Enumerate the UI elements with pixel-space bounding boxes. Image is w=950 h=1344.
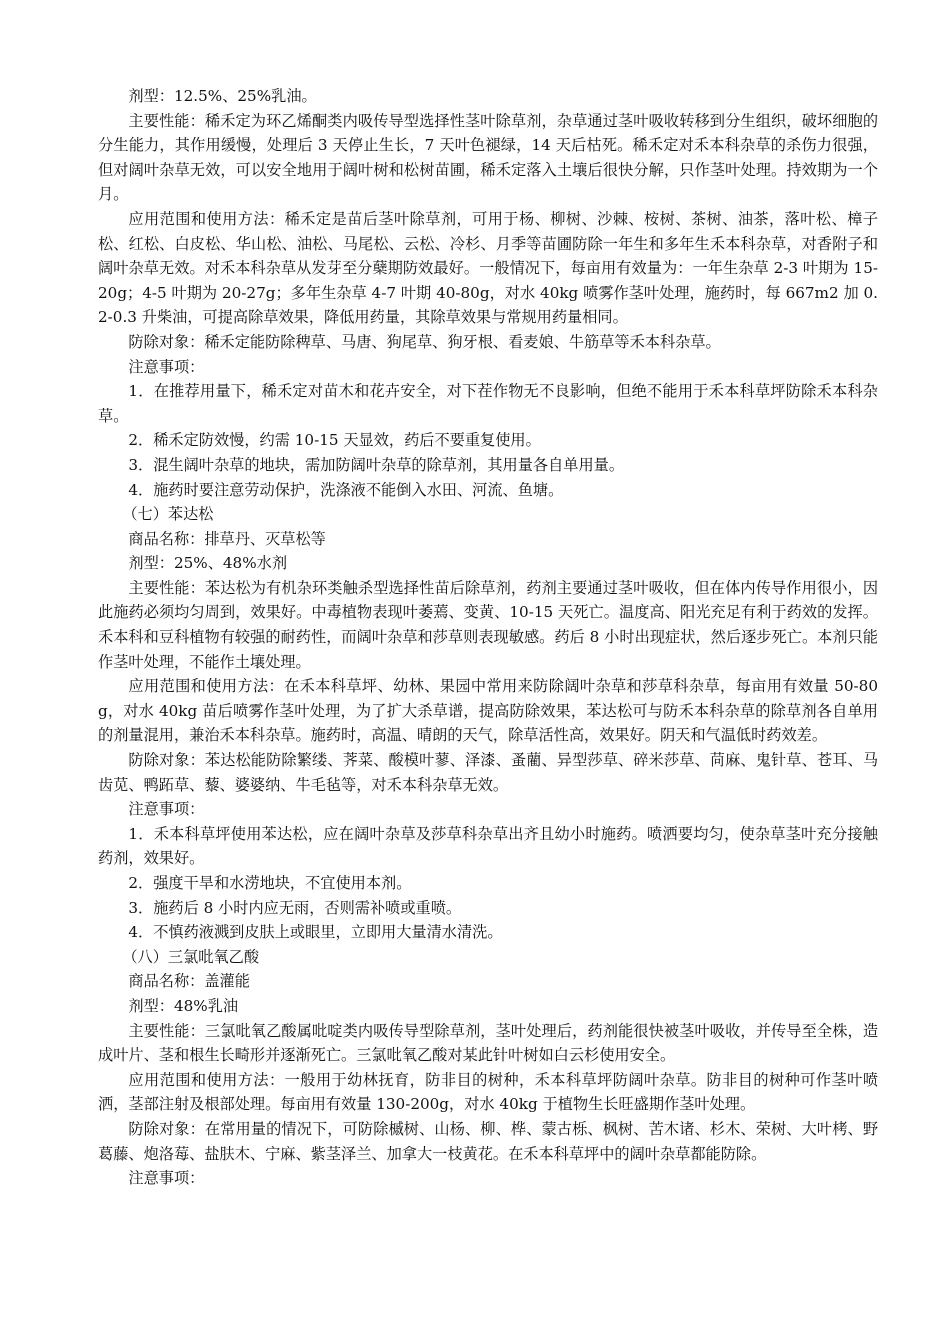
paragraph: 剂型：25%、48%水剂	[128, 554, 288, 573]
paragraph: 主要性能：苯达松为有机杂环类触杀型选择性苗后除草剂，药剂主要通过茎叶吸收，但在体内传导作用很小，因此施药必须均匀周到，效果好。中毒植物表现叶萎蔫、变黄、10-15 天死亡。温度高、阳光充足有利于药效的发挥。禾本科和豆科植物有较强的耐药性，而阔叶杂草和莎草则表现敏感。药后 8 小时出现症状，然后逐步死亡。本剂只能作茎叶处理，不能作土壤处理。	[98, 578, 878, 671]
document-body	[98, 84, 878, 1191]
paragraph: 商品名称：盖灌能	[128, 972, 250, 991]
paragraph: 1．禾本科草坪使用苯达松，应在阔叶杂草及莎草科杂草出齐且幼小时施药。喷洒要均匀，使杂草茎叶充分接触药剂，效果好。	[98, 824, 878, 868]
paragraph: 应用范围和使用方法：一般用于幼林抚育，防非目的树种，禾本科草坪防阔叶杂草。防非目的树种可作茎叶喷洒，茎部注射及根部处理。每亩用有效量 130-200g，对水 40kg 于植物生长旺盛期作茎叶处理。	[98, 1070, 878, 1114]
paragraph: 主要性能：三氯吡氧乙酸属吡啶类内吸传导型除草剂，茎叶处理后，药剂能很快被茎叶吸收，并传导至全株，造成叶片、茎和根生长畸形并逐渐死亡。三氯吡氧乙酸对某此针叶树如白云杉使用安全。	[98, 1021, 878, 1065]
paragraph: 2．稀禾定防效慢，约需 10-15 天显效，药后不要重复使用。	[128, 431, 541, 450]
paragraph: 防除对象：苯达松能防除繁缕、荠菜、酸模叶蓼、泽漆、蚤藺、异型莎草、碎米莎草、苘麻、鬼针草、苍耳、马齿苋、鸭跖草、藜、婆婆纳、牛毛毡等，对禾本科杂草无效。	[98, 751, 878, 794]
paragraph: 3．混生阔叶杂草的地块，需加防阔叶杂草的除草剂，其用量各自单用量。	[128, 455, 625, 474]
paragraph: 主要性能：稀禾定为环乙烯酮类内吸传导型选择性茎叶除草剂，杂草通过茎叶吸收转移到分生组织，破坏细胞的分生能力，其作用缓慢，处理后 3 天停止生长，7 天叶色褪绿，14 天后枯死。稀禾定对禾本科杂草的杀伤力很强，但对阔叶杂草无效，可以安全地用于阔叶树和松树苗圃，稀禾定落入土壤后很快分解，只作茎叶处理。持效期为一个月。	[98, 111, 878, 204]
paragraph: 注意事项：	[128, 800, 205, 819]
section-heading: （七）苯达松	[122, 505, 214, 524]
paragraph: 4．施药时要注意劳动保护，洗涤液不能倒入水田、河流、鱼塘。	[128, 480, 564, 499]
paragraph: 剂型：12.5%、25%乳油。	[128, 87, 317, 105]
paragraph: 防除对象：稀禾定能防除稗草、马唐、狗尾草、狗牙根、看麦娘、牛筋草等禾本科杂草。	[128, 332, 721, 351]
paragraph: 1．在推荐用量下，稀禾定对苗木和花卉安全，对下茬作物无不良影响，但绝不能用于禾本科草坪防除禾本科杂草。	[98, 382, 878, 425]
paragraph: 剂型：48%乳油	[128, 996, 239, 1015]
paragraph: 2．强度干旱和水涝地块，不宜使用本剂。	[128, 874, 412, 892]
paragraph: 应用范围和使用方法：在禾本科草坪、幼林、果园中常用来防除阔叶杂草和莎草科杂草，每亩用有效量 50-80g，对水 40kg 苗后喷雾作茎叶处理，为了扩大杀草谱，提高防除效果，苯达松可与防禾本科杂草的除草剂各自单用的剂量混用，兼治禾本科杂草。施药时，高温、晴朗的天气，除草活性高，效果好。阴天和气温低时药效差。	[98, 677, 878, 745]
paragraph: 注意事项：	[128, 357, 205, 376]
paragraph: 3．施药后 8 小时内应无雨，否则需补喷或重喷。	[128, 898, 462, 917]
paragraph: 防除对象：在常用量的情况下，可防除槭树、山杨、柳、桦、蒙古栎、枫树、苦木诸、杉木、荣树、大叶栲、野葛藤、炮洛莓、盐肤木、宁麻、紫茎泽兰、加拿大一枝黄花。在禾本科草坪中的阔叶杂草都能防除。	[98, 1119, 878, 1163]
paragraph: 商品名称：排草丹、灭草松等	[128, 529, 326, 548]
paragraph: 4．不慎药液溅到皮肤上或眼里，立即用大量清水清洗。	[128, 923, 503, 942]
paragraph: 注意事项：	[128, 1169, 205, 1188]
section-heading: （八）三氯吡氧乙酸	[122, 947, 259, 966]
paragraph: 应用范围和使用方法：稀禾定是苗后茎叶除草剂，可用于杨、柳树、沙棘、桉树、茶树、油茶，落叶松、樟子松、红松、白皮松、华山松、油松、马尾松、云松、冷杉、月季等苗圃防除一年生和多年生禾本科杂草，对香附子和阔叶杂草无效。对禾本科杂草从发芽至分蘖期防效最好。一般情况下，每亩用有效量为：一年生杂草 2-3 叶期为 15-20g；4-5 叶期为 20-27g；多年生杂草 4-7 叶期 40-80g，对水 40kg 喷雾作茎叶处理，施药时，每 667m2 加 0.2-0.3 升柴油，可提高除草效果，降低用药量，其除草效果与常规用药量相同。	[98, 209, 878, 327]
